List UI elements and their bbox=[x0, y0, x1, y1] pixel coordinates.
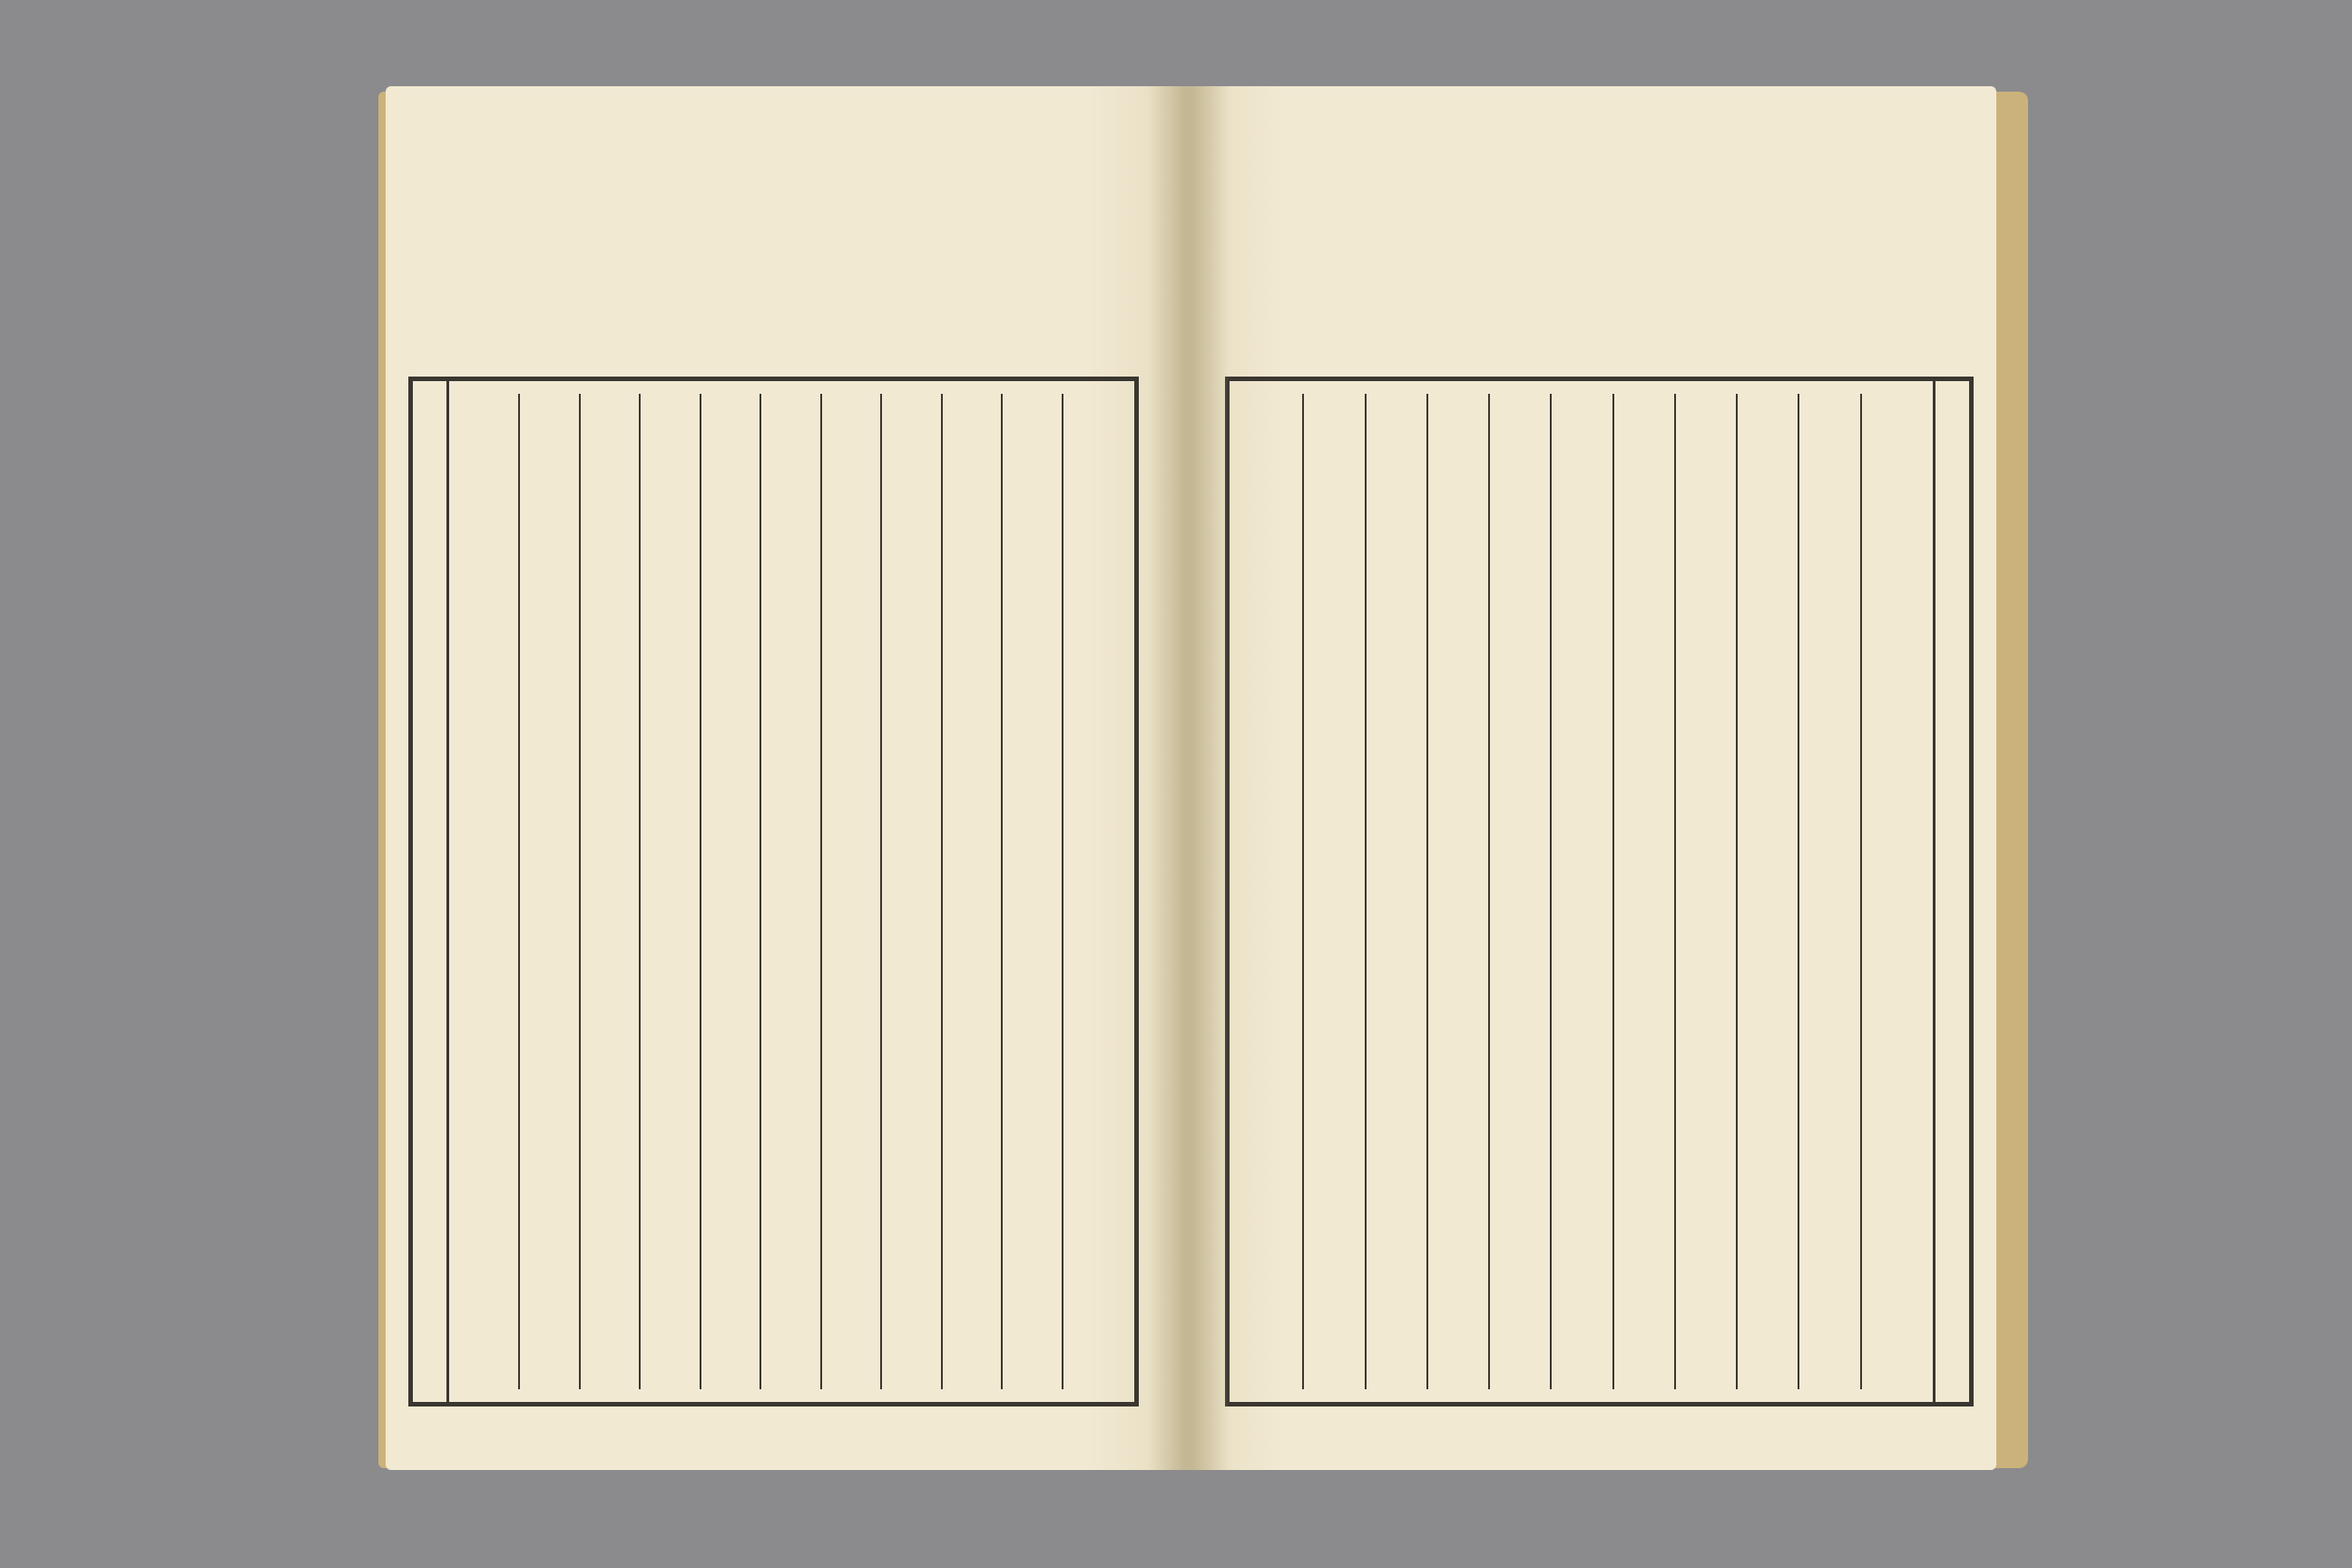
right-banxin-genre bbox=[1936, 744, 1969, 826]
left-column-10 bbox=[518, 394, 578, 1389]
right-banxin-folio bbox=[1936, 1016, 1969, 1116]
right-column-3 bbox=[1736, 394, 1798, 1389]
left-column-5 bbox=[820, 394, 880, 1389]
left-column-9 bbox=[579, 394, 639, 1389]
left-column-6 bbox=[760, 394, 819, 1389]
left-column-8 bbox=[639, 394, 699, 1389]
right-column-group bbox=[1242, 394, 1922, 1389]
right-column-1 bbox=[1860, 394, 1922, 1389]
right-banxin-juan bbox=[1936, 599, 1969, 699]
left-banxin-juan bbox=[413, 599, 446, 699]
right-page-edge bbox=[1992, 92, 2028, 1468]
right-column-11 bbox=[1242, 394, 1302, 1389]
left-column-1 bbox=[1062, 394, 1122, 1389]
left-column-3 bbox=[941, 394, 1001, 1389]
gutter-shadow bbox=[1148, 86, 1230, 1470]
left-banxin-folio bbox=[413, 1016, 446, 1116]
right-column-4 bbox=[1674, 394, 1736, 1389]
right-column-5 bbox=[1612, 394, 1674, 1389]
left-banxin-genre bbox=[413, 744, 446, 826]
left-page bbox=[386, 86, 1184, 1470]
open-book bbox=[386, 86, 2010, 1470]
right-banxin bbox=[1933, 381, 1969, 1402]
right-column-10 bbox=[1302, 394, 1364, 1389]
right-column-7 bbox=[1488, 394, 1550, 1389]
left-text-area bbox=[408, 377, 1139, 1406]
left-column-4 bbox=[880, 394, 940, 1389]
right-column-6 bbox=[1550, 394, 1612, 1389]
left-banxin bbox=[413, 381, 449, 1402]
left-column-group bbox=[460, 394, 1122, 1389]
right-column-2 bbox=[1798, 394, 1859, 1389]
right-column-8 bbox=[1426, 394, 1488, 1389]
right-page bbox=[1184, 86, 1996, 1470]
right-column-9 bbox=[1365, 394, 1426, 1389]
left-column-7 bbox=[700, 394, 760, 1389]
left-column-2 bbox=[1001, 394, 1061, 1389]
right-text-area bbox=[1225, 377, 1974, 1406]
left-banxin-title bbox=[413, 394, 446, 584]
right-banxin-title bbox=[1936, 394, 1969, 584]
left-column-11 bbox=[460, 394, 518, 1389]
